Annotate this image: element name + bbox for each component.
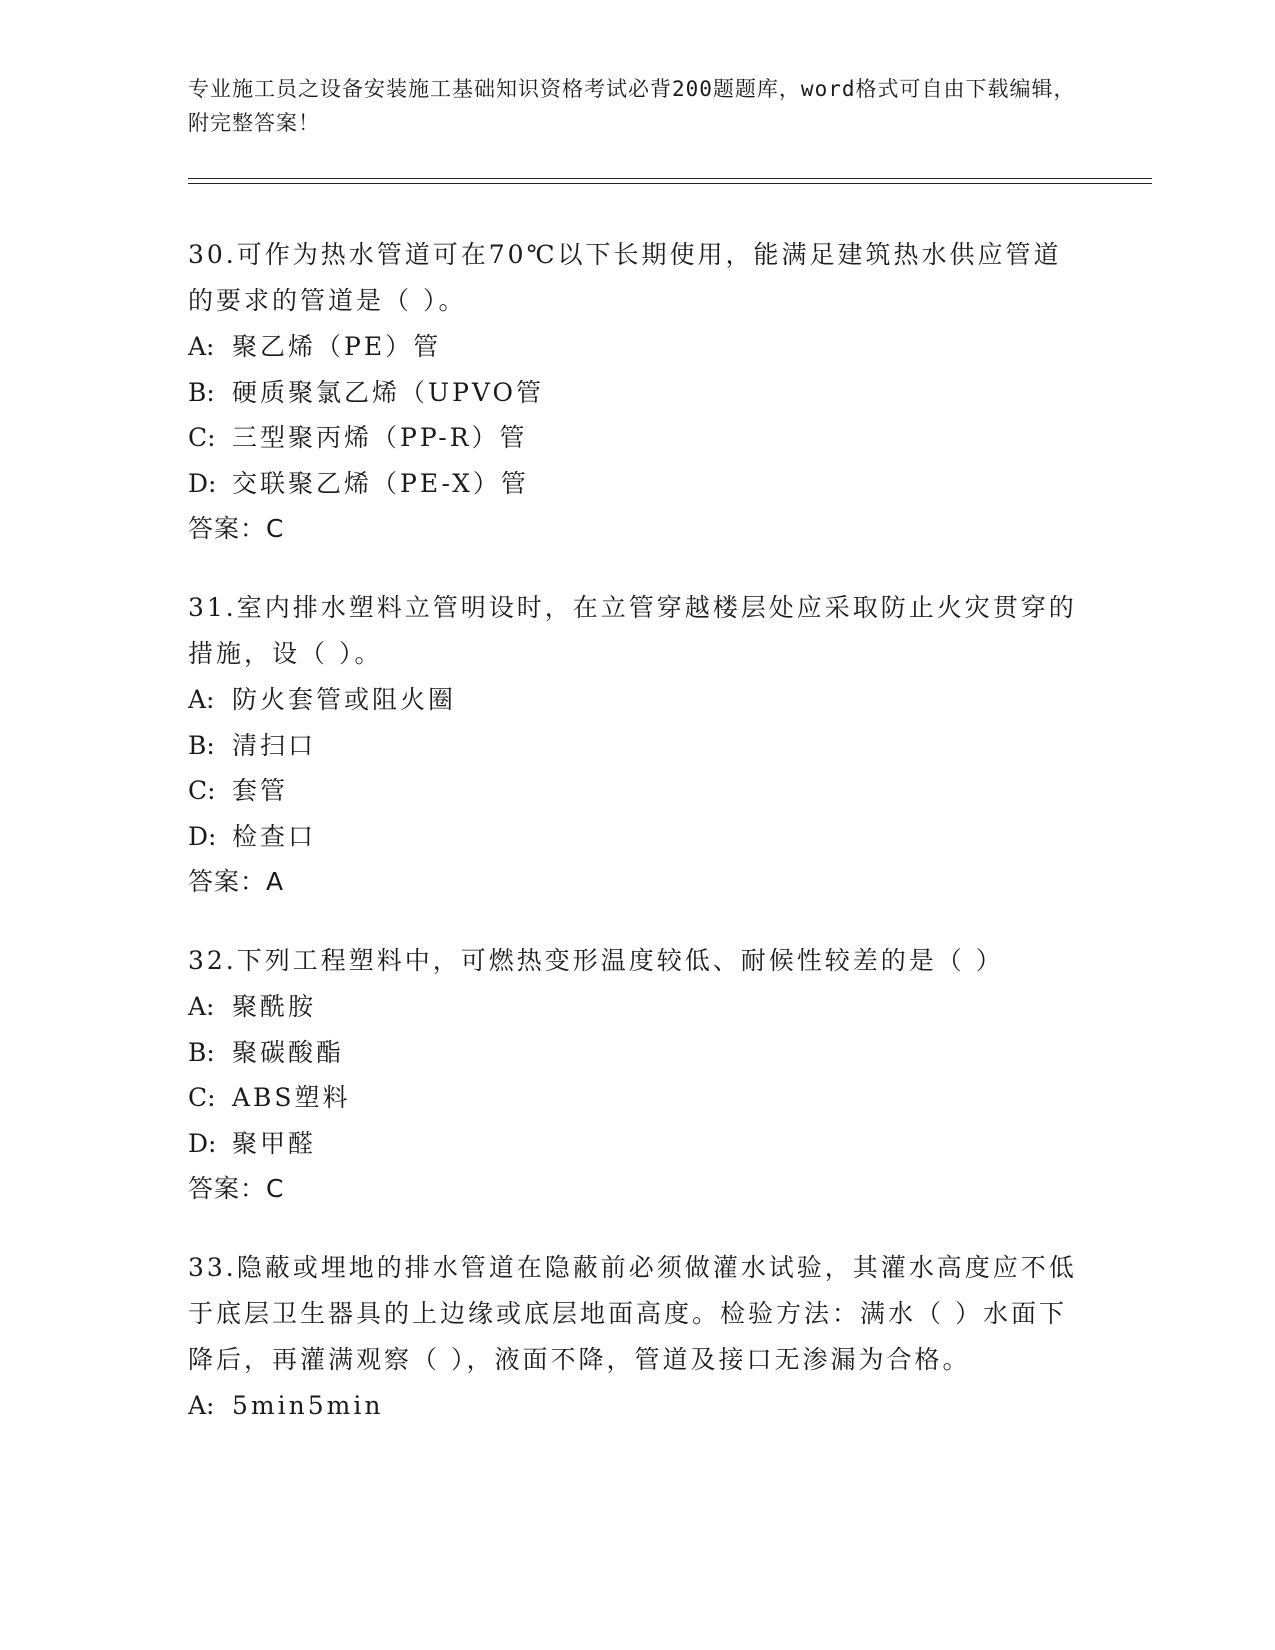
- option-d: [188, 814, 1088, 860]
- option-a: [188, 677, 1088, 723]
- option-text: 5min5min: [232, 1391, 384, 1420]
- option-letter: D:: [188, 1128, 217, 1158]
- option-a: [188, 1383, 1088, 1429]
- option-text: 聚酰胺: [232, 992, 317, 1021]
- document-header: 专业施工员之设备安装施工基础知识资格考试必背200题题库，word格式可自由下载编辑，附完整答案！: [188, 77, 1076, 135]
- option-text: 防火套管或阻火圈: [232, 685, 457, 714]
- question-stem: 31.室内排水塑料立管明设时，在立管穿越楼层处应采取防止火灾贯穿的措施，设（ ）。: [188, 593, 1077, 668]
- option-letter: C:: [188, 776, 216, 805]
- option-letter: C:: [188, 423, 216, 452]
- option-a: [188, 324, 1088, 370]
- option-letter: A:: [188, 332, 215, 361]
- option-c: [188, 415, 1088, 461]
- option-c: [188, 768, 1088, 814]
- option-text: 三型聚丙烯（PP-R）管: [232, 423, 528, 452]
- option-c: [188, 1075, 1088, 1121]
- question-33: [188, 1245, 1088, 1429]
- header-divider-bottom: [188, 183, 1152, 184]
- option-b: [188, 723, 1088, 769]
- option-text: 硬质聚氯乙烯（UPVO管: [232, 377, 545, 407]
- option-letter: A:: [188, 685, 215, 714]
- option-text: 聚碳酸酯: [232, 1037, 345, 1067]
- option-a: [188, 984, 1088, 1030]
- option-letter: B:: [188, 730, 215, 760]
- option-letter: A:: [188, 1391, 215, 1420]
- option-text: 清扫口: [232, 730, 317, 760]
- option-letter: A:: [188, 992, 215, 1021]
- question-30: [188, 232, 1088, 552]
- option-text: 交联聚乙烯（PE-X）管: [232, 468, 529, 498]
- option-letter: C:: [188, 1083, 216, 1112]
- option-text: 套管: [232, 776, 289, 805]
- question-32: [188, 938, 1088, 1212]
- option-text: 聚乙烯（PE）管: [232, 332, 442, 361]
- option-letter: D:: [188, 468, 217, 498]
- question-stem: 33.隐蔽或埋地的排水管道在隐蔽前必须做灌水试验，其灌水高度应不低于底层卫生器具的上边缘或底层地面高度。检验方法：满水（ ）水面下降后，再灌满观察（ ），液面不降，管道及接口无渗漏为合格。: [188, 1253, 1077, 1374]
- option-text: 检查口: [232, 821, 317, 851]
- question-31: [188, 585, 1088, 905]
- answer-line: 答案：A: [188, 867, 285, 896]
- answer-line: 答案：C: [188, 1174, 285, 1203]
- option-b: [188, 370, 1088, 416]
- answer-line: 答案：C: [188, 514, 285, 543]
- option-letter: B:: [188, 1037, 215, 1067]
- option-d: [188, 1121, 1088, 1167]
- option-text: 聚甲醛: [232, 1128, 317, 1158]
- option-b: [188, 1030, 1088, 1076]
- header-divider-top: [188, 178, 1152, 179]
- option-letter: B:: [188, 377, 215, 407]
- question-stem: 30.可作为热水管道可在70℃以下长期使用，能满足建筑热水供应管道的要求的管道是（ ）。: [188, 240, 1062, 315]
- option-text: ABS塑料: [232, 1083, 351, 1112]
- question-stem: 32.下列工程塑料中，可燃热变形温度较低、耐候性较差的是（ ）: [188, 946, 1004, 975]
- option-letter: D:: [188, 821, 217, 851]
- option-d: [188, 461, 1088, 507]
- question-list: [188, 232, 1088, 1462]
